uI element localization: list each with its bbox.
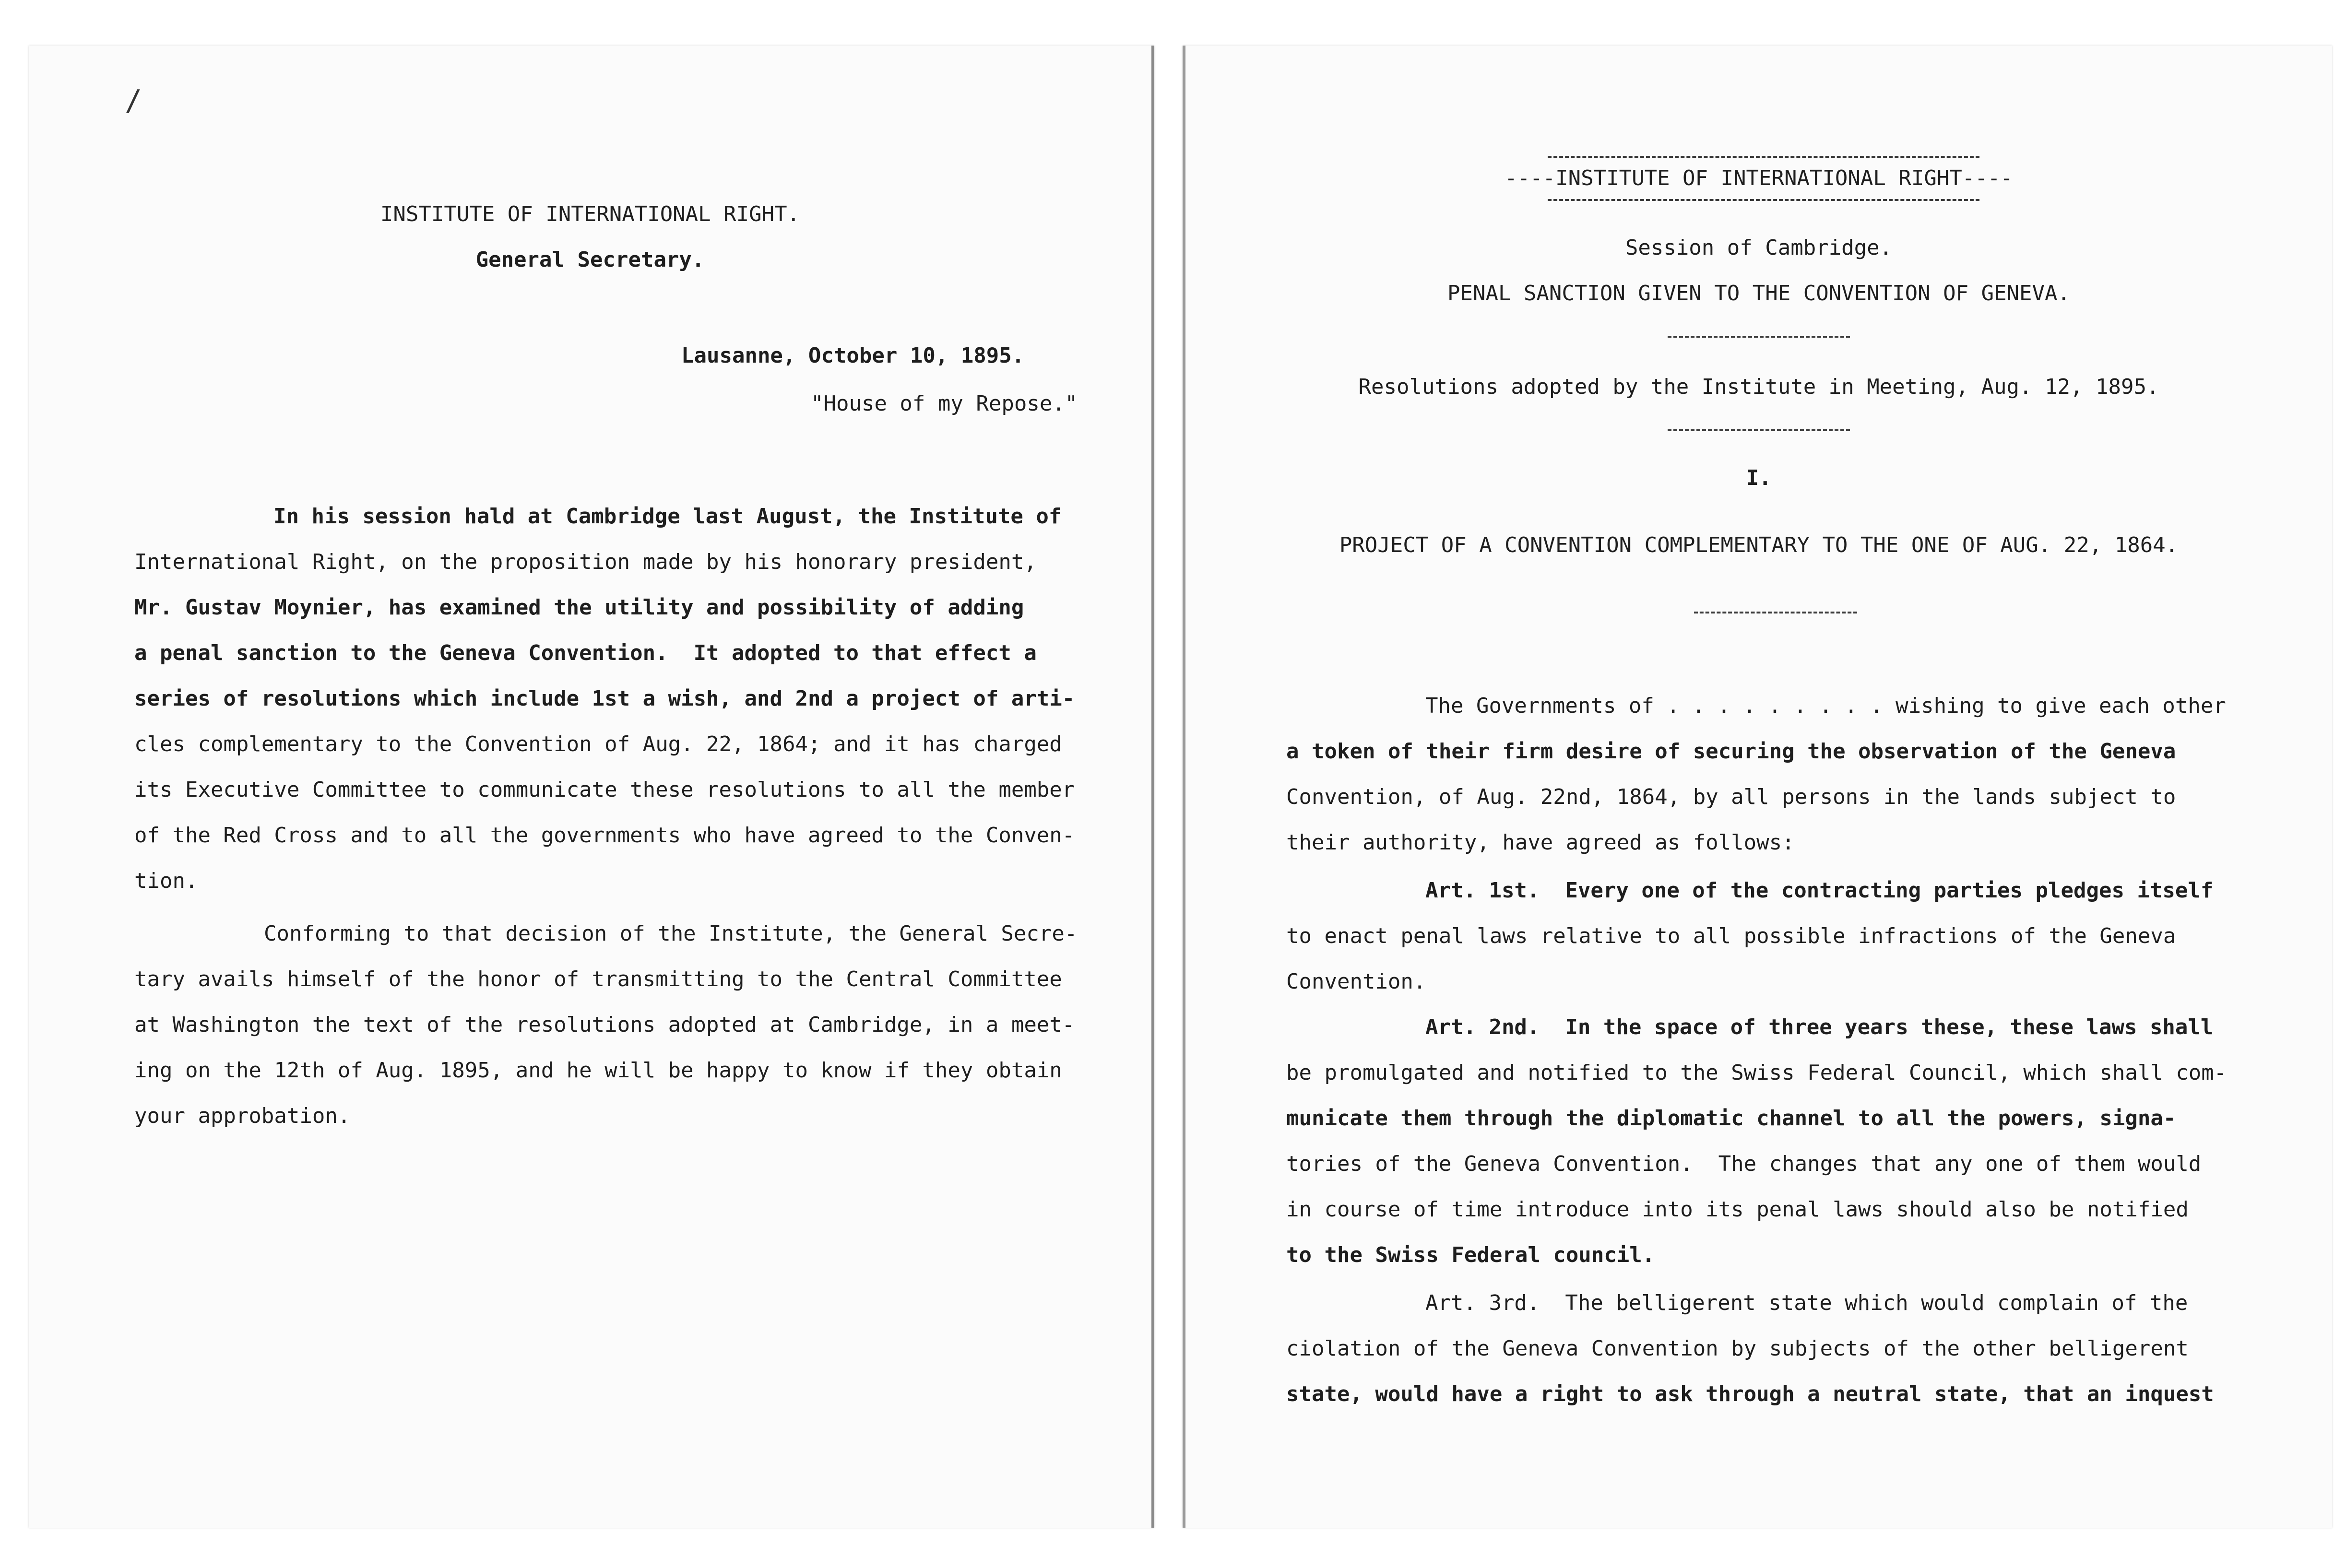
project-title: PROJECT OF A CONVENTION COMPLEMENTARY TO THE ONE OF AUG. 22, 1864.	[1339, 533, 2179, 557]
left-subheading: General Secretary.	[475, 248, 705, 272]
text-line: at Washington the text of the resolutions adopted at Cambridge, in a meet-	[134, 1013, 1075, 1037]
text-line: your approbation.	[134, 1104, 351, 1128]
text-line: In his session hald at Cambridge last August, the Institute of	[273, 504, 1062, 529]
place-date: Lausanne, October 10, 1895.	[681, 343, 1025, 368]
text-line: state, would have a right to ask through a neutral state, that an inquest	[1286, 1382, 2214, 1406]
dashed-rule	[1668, 429, 1850, 431]
dashed-rule	[1694, 612, 1857, 613]
text-line: be promulgated and notified to the Swiss Federal Council, which shall com-	[1286, 1061, 2227, 1085]
stray-mark: /	[125, 84, 142, 118]
text-line: International Right, on the proposition made by his honorary president,	[134, 550, 1037, 574]
text-line: their authority, have agreed as follows:	[1286, 830, 1795, 855]
text-line: The Governments of . . . . . . . . . wishing to give each other	[1425, 694, 2226, 718]
text-line: Art. 2nd. In the space of three years these, these laws shall	[1425, 1015, 2214, 1039]
dashed-rule	[1548, 199, 1979, 201]
text-line: Conforming to that decision of the Institute, the General Secre-	[264, 921, 1078, 946]
text-line: a penal sanction to the Geneva Convention. It adopted to that effect a	[134, 641, 1037, 665]
text-line: tion.	[134, 869, 198, 893]
house-name: "House of my Repose."	[811, 391, 1078, 416]
right-page	[1183, 46, 2332, 1528]
text-line: series of resolutions which include 1st a wish, and 2nd a project of arti-	[134, 686, 1075, 711]
text-line: its Executive Committee to communicate these resolutions to all the member	[134, 778, 1075, 802]
left-page	[29, 46, 1154, 1528]
text-line: Convention, of Aug. 22nd, 1864, by all persons in the lands subject to	[1286, 785, 2176, 809]
text-line: Convention.	[1286, 969, 1426, 994]
left-heading: INSTITUTE OF INTERNATIONAL RIGHT.	[380, 202, 800, 226]
text-line: to enact penal laws relative to all possible infractions of the Geneva	[1286, 924, 2176, 948]
text-line: in course of time introduce into its penal laws should also be notified	[1286, 1197, 2189, 1222]
text-line: Art. 1st. Every one of the contracting parties pledges itself	[1425, 878, 2214, 903]
text-line: tary avails himself of the honor of transmitting to the Central Committee	[134, 967, 1062, 991]
session-title: Session of Cambridge.	[1625, 236, 1893, 260]
text-line: ing on the 12th of Aug. 1895, and he will be happy to know if they obtain	[134, 1058, 1062, 1083]
dashed-rule	[1668, 336, 1850, 338]
text-line: of the Red Cross and to all the governments who have agreed to the Conven-	[134, 823, 1075, 848]
section-number: I.	[1746, 466, 1772, 490]
dashed-rule	[1548, 156, 1979, 158]
text-line: cles complementary to the Convention of Aug. 22, 1864; and it has charged	[134, 732, 1062, 756]
text-line: to the Swiss Federal council.	[1286, 1243, 1655, 1267]
text-line: municate them through the diplomatic channel to all the powers, signa-	[1286, 1106, 2176, 1131]
right-heading: ----INSTITUTE OF INTERNATIONAL RIGHT----	[1505, 166, 2013, 190]
text-line: Art. 3rd. The belligerent state which would complain of the	[1425, 1291, 2188, 1315]
text-line: ciolation of the Geneva Convention by subjects of the other belligerent	[1286, 1336, 2189, 1361]
resolutions-line: Resolutions adopted by the Institute in Meeting, Aug. 12, 1895.	[1358, 375, 2159, 399]
text-line: Mr. Gustav Moynier, has examined the utility and possibility of adding	[134, 595, 1024, 620]
text-line: tories of the Geneva Convention. The changes that any one of them would	[1286, 1152, 2202, 1176]
text-line: a token of their firm desire of securing the observation of the Geneva	[1286, 739, 2176, 764]
penal-title: PENAL SANCTION GIVEN TO THE CONVENTION OF GENEVA.	[1447, 281, 2071, 306]
